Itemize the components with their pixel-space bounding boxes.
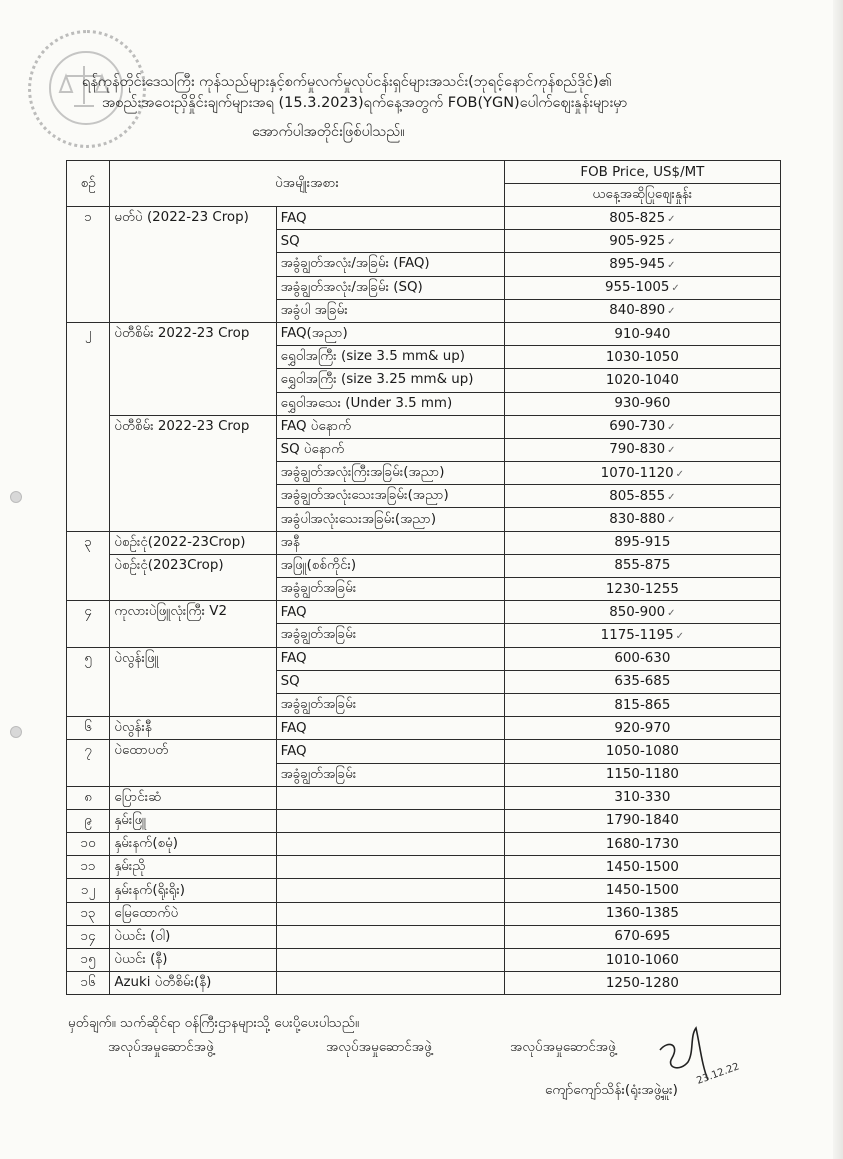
row-number: ၈ [67, 786, 110, 809]
price-value: 1790-1840 [605, 813, 679, 829]
grade [276, 972, 504, 995]
price-value: 905-925 [609, 233, 666, 249]
row-number: ၁၁ [67, 856, 110, 879]
grade [276, 902, 504, 925]
row-number [67, 230, 110, 253]
row-number [67, 392, 110, 415]
price-cell [504, 601, 780, 624]
bean-type: ပဲစဉ်းငုံ(2023Crop) [110, 554, 276, 577]
table-row [67, 531, 781, 554]
signature-label-2: အလုပ်အမှုဆောင်အဖွဲ့ [326, 1039, 432, 1055]
price-value: 310-330 [614, 790, 671, 806]
price-rows [67, 207, 781, 995]
table-row [67, 207, 781, 230]
check-mark-icon: ✓ [667, 607, 676, 619]
table-row [67, 508, 781, 531]
grade: SQ [276, 670, 504, 693]
table-row [67, 601, 781, 624]
table-row [67, 624, 781, 647]
column-header-price-sub: ယနေ့အဆိုပြုဈေးနှုန်း [504, 184, 780, 207]
price-value: 930-960 [614, 396, 671, 412]
grade: SQ [276, 230, 504, 253]
price-value: 1250-1280 [605, 975, 679, 991]
row-number: ၁၆ [67, 972, 110, 995]
row-number [67, 369, 110, 392]
price-cell [504, 763, 780, 786]
price-cell [504, 693, 780, 716]
price-value: 1450-1500 [605, 883, 679, 899]
table-row [67, 462, 781, 485]
table-row [67, 253, 781, 276]
price-value: 910-940 [614, 326, 671, 342]
price-cell [504, 508, 780, 531]
price-value: 920-970 [614, 720, 671, 736]
bean-type [110, 230, 276, 253]
price-cell [504, 438, 780, 461]
price-cell [504, 578, 780, 601]
check-mark-icon: ✓ [667, 259, 676, 271]
row-number: ၉ [67, 809, 110, 832]
price-value: 895-915 [614, 535, 671, 551]
bean-type: ပြောင်းဆံ [110, 786, 276, 809]
grade: FAQ [276, 601, 504, 624]
price-cell [504, 230, 780, 253]
price-value: 805-825 [609, 210, 666, 226]
table-row [67, 415, 781, 438]
footer-note: မှတ်ချက်။ သက်ဆိုင်ရာ ဝန်ကြီးဌာနများသို့ ပေးပို့ပေးပါသည်။ [68, 1015, 360, 1031]
check-mark-icon: ✓ [675, 630, 685, 642]
price-value: 815-865 [614, 697, 671, 713]
row-number: ၁၃ [67, 902, 110, 925]
header-line-1: ရန်ကုန်တိုင်းဒေသကြီး ကုန်သည်များနှင့်စက်မှုလက်မှုလုပ်ငန်းရှင်များအသင်း(ဘုရင့်နောင်ကုန်စည်ဒိုင်)၏ [82, 74, 612, 90]
price-cell [504, 322, 780, 345]
bean-type [110, 299, 276, 322]
table-row [67, 763, 781, 786]
bean-type: ပဲယင်း (ဝါ) [110, 925, 276, 948]
price-cell [504, 786, 780, 809]
bean-type [110, 624, 276, 647]
price-table [66, 160, 781, 995]
price-cell [504, 809, 780, 832]
price-cell [504, 902, 780, 925]
grade: FAQ [276, 740, 504, 763]
signature-date: 23.12.22 [695, 1061, 740, 1087]
punch-hole [10, 491, 22, 503]
price-value: 1050-1080 [605, 743, 679, 759]
price-cell [504, 833, 780, 856]
row-number: ၁၄ [67, 925, 110, 948]
table-row [67, 925, 781, 948]
grade [276, 949, 504, 972]
check-mark-icon: ✓ [667, 306, 676, 318]
grade [276, 856, 504, 879]
bean-type: ပဲစဉ်းငုံ(2022-23Crop) [110, 531, 276, 554]
table-row [67, 717, 781, 740]
price-value: 1020-1040 [605, 372, 679, 388]
row-number [67, 346, 110, 369]
grade: FAQ(အညာ) [276, 322, 504, 345]
grade: အဖြူ(စစ်ကိုင်း) [276, 554, 504, 577]
signature-label-1: အလုပ်အမှုဆောင်အဖွဲ့ [108, 1039, 214, 1055]
price-value: 600-630 [614, 651, 671, 667]
grade: FAQ [276, 647, 504, 670]
price-cell [504, 879, 780, 902]
grade: FAQ ပဲနောက် [276, 415, 504, 438]
price-value: 690-730 [609, 419, 666, 435]
bean-type [110, 578, 276, 601]
chairman-name: ကျော်ကျော်သိန်း(ရုံးအဖွဲ့မှူး) [545, 1082, 678, 1098]
price-cell [504, 485, 780, 508]
price-cell [504, 462, 780, 485]
price-cell [504, 670, 780, 693]
grade: ရွှေဝါအသေး (Under 3.5 mm) [276, 392, 504, 415]
row-number [67, 693, 110, 716]
price-cell [504, 207, 780, 230]
row-number [67, 276, 110, 299]
bean-type: နှမ်းဖြူ [110, 809, 276, 832]
bean-type [110, 369, 276, 392]
table-row [67, 972, 781, 995]
price-value: 790-830 [609, 442, 666, 458]
check-mark-icon: ✓ [667, 491, 676, 503]
bean-type [110, 253, 276, 276]
document-header [82, 72, 782, 143]
bean-type [110, 462, 276, 485]
price-value: 830-880 [609, 512, 666, 528]
grade [276, 925, 504, 948]
column-header-no: စဉ် [67, 161, 110, 207]
price-value: 635-685 [614, 674, 671, 690]
punch-hole [10, 726, 22, 738]
bean-type [110, 763, 276, 786]
price-cell [504, 276, 780, 299]
row-number: ၆ [67, 717, 110, 740]
table-row [67, 693, 781, 716]
price-cell [504, 415, 780, 438]
bean-type: မတ်ပဲ (2022-23 Crop) [110, 207, 276, 230]
row-number [67, 253, 110, 276]
price-value: 1360-1385 [605, 906, 679, 922]
price-cell [504, 299, 780, 322]
column-header-price: FOB Price, US$/MT [504, 161, 780, 184]
check-mark-icon: ✓ [667, 445, 676, 457]
table-row [67, 346, 781, 369]
grade: FAQ [276, 717, 504, 740]
table-row [67, 949, 781, 972]
price-value: 1230-1255 [605, 581, 679, 597]
row-number: ၄ [67, 601, 110, 624]
table-row [67, 322, 781, 345]
price-cell [504, 554, 780, 577]
price-value: 1680-1730 [605, 836, 679, 852]
price-cell [504, 369, 780, 392]
bean-type: Azuki ပဲတီစိမ်း(နီ) [110, 972, 276, 995]
check-mark-icon: ✓ [675, 468, 685, 480]
price-value: 670-695 [614, 929, 671, 945]
row-number [67, 578, 110, 601]
price-value: 895-945 [609, 256, 666, 272]
table-row [67, 740, 781, 763]
table-row [67, 670, 781, 693]
bean-type [110, 693, 276, 716]
grade: FAQ [276, 207, 504, 230]
bean-type [110, 346, 276, 369]
grade: အခွံပါအလုံးသေးအခြမ်း(အညာ) [276, 508, 504, 531]
table-row [67, 299, 781, 322]
row-number: ၂ [67, 322, 110, 345]
signature-label-3: အလုပ်အမှုဆောင်အဖွဲ့ [510, 1039, 616, 1055]
bean-type [110, 670, 276, 693]
bean-type: ပဲလွန်းနီ [110, 717, 276, 740]
row-number [67, 462, 110, 485]
table-row [67, 392, 781, 415]
check-mark-icon: ✓ [667, 515, 676, 527]
table-row [67, 786, 781, 809]
row-number [67, 554, 110, 577]
grade: အခွံချွတ်အလုံး/အခြမ်း (FAQ) [276, 253, 504, 276]
bean-type: ပဲယင်း (နီ) [110, 949, 276, 972]
grade [276, 786, 504, 809]
bean-type [110, 392, 276, 415]
grade: အခွံချွတ်အလုံးကြီးအခြမ်း(အညာ) [276, 462, 504, 485]
grade: ရွှေဝါအကြီး (size 3.5 mm& up) [276, 346, 504, 369]
grade: အခွံချွတ်အခြမ်း [276, 624, 504, 647]
row-number [67, 415, 110, 438]
bean-type: ပဲတီစိမ်း 2022-23 Crop [110, 415, 276, 438]
table-row [67, 809, 781, 832]
header-line-3: အောက်ပါအတိုင်းဖြစ်ပါသည်။ [252, 124, 405, 140]
row-number: ၅ [67, 647, 110, 670]
grade [276, 833, 504, 856]
column-header-type: ပဲအမျိုးအစား [110, 161, 504, 207]
grade: အခွံချွတ်အခြမ်း [276, 578, 504, 601]
bean-type: ကုလားပဲဖြူလုံးကြီး V2 [110, 601, 276, 624]
grade: အနီ [276, 531, 504, 554]
check-mark-icon: ✓ [667, 236, 676, 248]
grade [276, 879, 504, 902]
bean-type [110, 438, 276, 461]
header-line-2: အစည်းအဝေးညှိနှိုင်းချက်များအရ (15.3.2023)ရက်နေ့အတွက် FOB(YGN)ပေါက်ဈေးနှုန်းများမှာ [102, 95, 628, 111]
price-value: 1070-1120 [600, 465, 674, 481]
row-number [67, 508, 110, 531]
price-cell [504, 531, 780, 554]
bean-type: နှမ်းနက်(ရိုးရိုး) [110, 879, 276, 902]
bean-type [110, 485, 276, 508]
row-number: ၁ [67, 207, 110, 230]
table-row [67, 879, 781, 902]
row-number [67, 670, 110, 693]
row-number [67, 438, 110, 461]
price-value: 1150-1180 [605, 767, 679, 783]
bean-type [110, 508, 276, 531]
table-row [67, 276, 781, 299]
grade: အခွံချွတ်အခြမ်း [276, 763, 504, 786]
grade [276, 809, 504, 832]
price-cell [504, 253, 780, 276]
price-cell [504, 856, 780, 879]
table-row [67, 485, 781, 508]
check-mark-icon: ✓ [667, 213, 676, 225]
price-value: 855-875 [614, 558, 671, 574]
grade: အခွံချွတ်အခြမ်း [276, 693, 504, 716]
row-number: ၁၀ [67, 833, 110, 856]
bean-type: ပဲတီစိမ်း 2022-23 Crop [110, 322, 276, 345]
price-value: 850-900 [609, 604, 666, 620]
row-number: ၇ [67, 740, 110, 763]
table-row [67, 230, 781, 253]
price-cell [504, 647, 780, 670]
table-row [67, 578, 781, 601]
bean-type: နှမ်းညို [110, 856, 276, 879]
bean-type: နှမ်းနက်(စမုံ) [110, 833, 276, 856]
price-value: 955-1005 [604, 280, 670, 296]
page-edge [833, 0, 843, 1159]
grade: အခွံချွတ်အလုံး/အခြမ်း (SQ) [276, 276, 504, 299]
grade: အခွံပါ အခြမ်း [276, 299, 504, 322]
bean-type: ပဲလွန်းဖြူ [110, 647, 276, 670]
price-cell [504, 925, 780, 948]
row-number [67, 485, 110, 508]
grade: အခွံချွတ်အလုံးသေးအခြမ်း(အညာ) [276, 485, 504, 508]
price-value: 805-855 [609, 488, 666, 504]
check-mark-icon: ✓ [667, 422, 676, 434]
row-number [67, 624, 110, 647]
row-number: ၁၅ [67, 949, 110, 972]
price-cell [504, 346, 780, 369]
price-cell [504, 740, 780, 763]
price-cell [504, 392, 780, 415]
price-value: 1010-1060 [605, 952, 679, 968]
table-row [67, 856, 781, 879]
table-row [67, 647, 781, 670]
table-row [67, 902, 781, 925]
row-number [67, 299, 110, 322]
price-cell [504, 972, 780, 995]
table-row [67, 369, 781, 392]
price-cell [504, 717, 780, 740]
table-row [67, 833, 781, 856]
price-cell [504, 624, 780, 647]
row-number [67, 763, 110, 786]
price-value: 1175-1195 [600, 627, 674, 643]
bean-type [110, 276, 276, 299]
price-value: 1030-1050 [605, 349, 679, 365]
price-cell [504, 949, 780, 972]
price-value: 840-890 [609, 303, 666, 319]
price-value: 1450-1500 [605, 859, 679, 875]
bean-type: မြေထောက်ပဲ [110, 902, 276, 925]
check-mark-icon: ✓ [671, 283, 680, 295]
row-number: ၃ [67, 531, 110, 554]
table-row [67, 438, 781, 461]
grade: ရွှေဝါအကြီး (size 3.25 mm& up) [276, 369, 504, 392]
grade: SQ ပဲနောက် [276, 438, 504, 461]
bean-type: ပဲထောပတ် [110, 740, 276, 763]
table-row [67, 554, 781, 577]
row-number: ၁၂ [67, 879, 110, 902]
